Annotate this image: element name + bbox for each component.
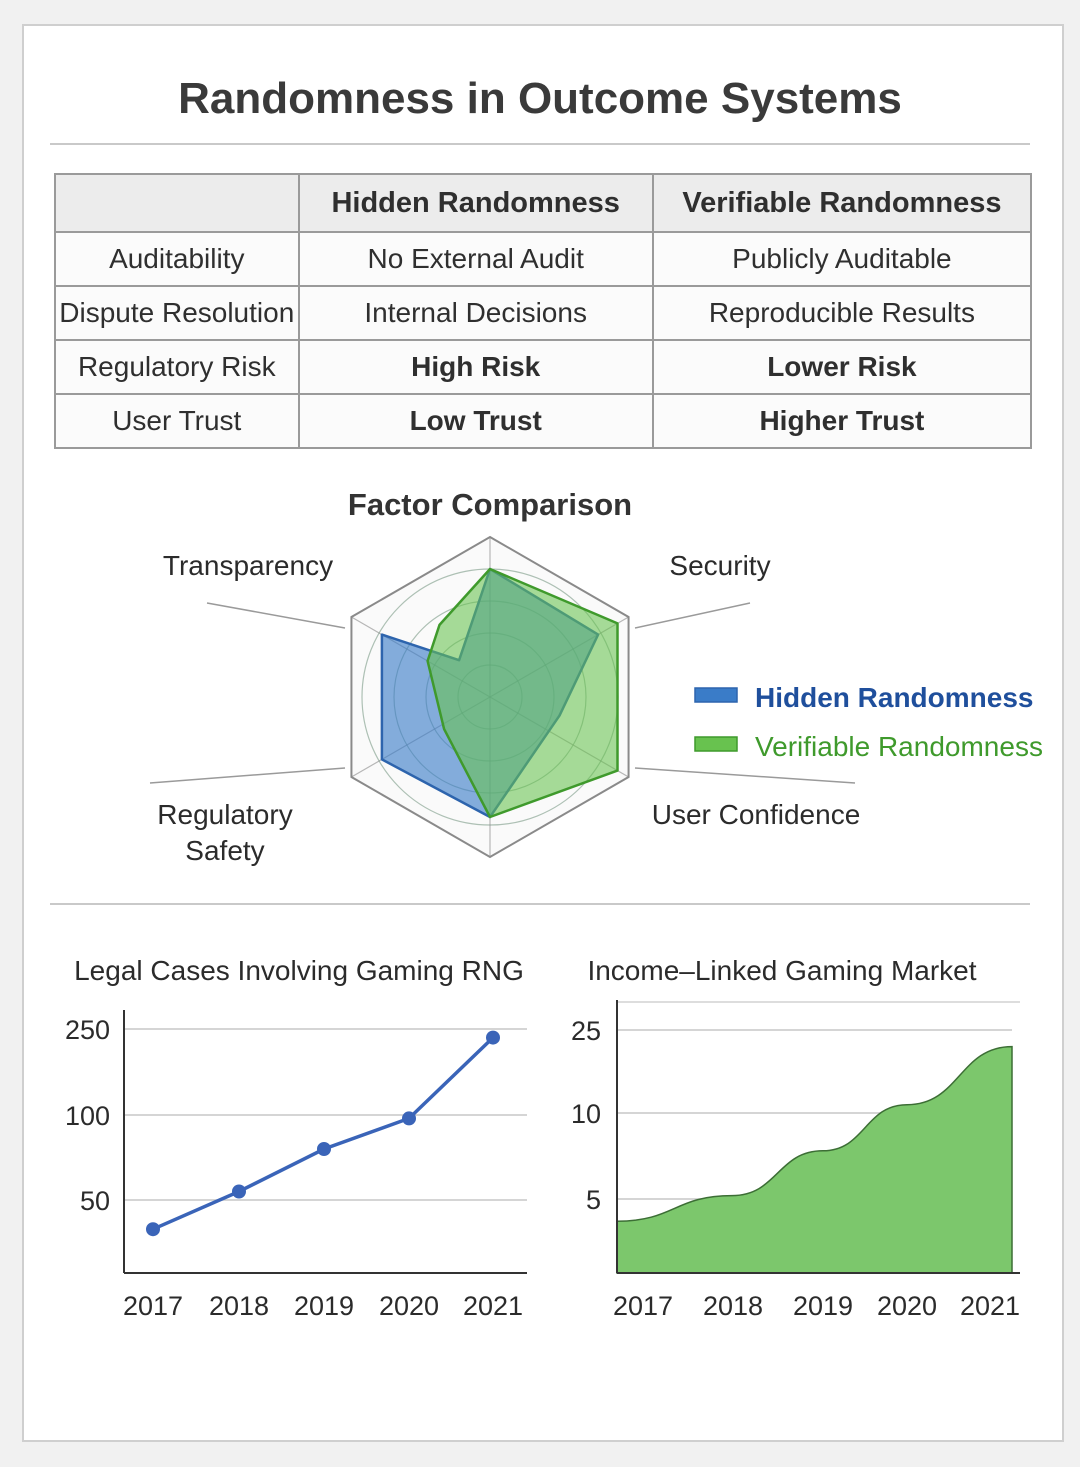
area-x-tick: 2018 xyxy=(702,1291,764,1321)
verifiable-cell: Higher Trust xyxy=(653,394,1031,448)
line-point xyxy=(146,1222,160,1236)
line-x-tick: 2021 xyxy=(462,1291,524,1321)
line-x-tick: 2017 xyxy=(122,1291,184,1321)
row-label: User Trust xyxy=(55,394,299,448)
area-chart-title: Income–Linked Gaming Market xyxy=(587,955,977,986)
area-x-tick: 2019 xyxy=(792,1291,854,1321)
area-y-tick: 5 xyxy=(585,1185,601,1215)
legend-label: Hidden Randomness xyxy=(755,682,1034,713)
hidden-cell: Internal Decisions xyxy=(299,286,653,340)
line-y-tick: 50 xyxy=(79,1186,110,1216)
line-y-tick: 100 xyxy=(64,1101,110,1131)
area-x-tick: 2021 xyxy=(959,1291,1021,1321)
row-label: Dispute Resolution xyxy=(55,286,299,340)
radar-axis-label: Transparency xyxy=(162,550,334,581)
area-y-tick: 10 xyxy=(570,1099,601,1129)
radar-axis-label: Security xyxy=(669,550,771,581)
radar-leader-line xyxy=(635,603,750,628)
line-point xyxy=(232,1185,246,1199)
hidden-cell: No External Audit xyxy=(299,232,653,286)
verifiable-cell: Reproducible Results xyxy=(653,286,1031,340)
legend-swatch xyxy=(695,688,737,702)
line-point xyxy=(402,1111,416,1125)
area-x-tick: 2017 xyxy=(612,1291,674,1321)
radar-axis-label: Regulatory xyxy=(157,799,293,830)
area-x-tick: 2020 xyxy=(876,1291,938,1321)
area-y-tick: 25 xyxy=(570,1016,601,1046)
table-header-hidden: Hidden Randomness xyxy=(299,174,653,232)
line-chart-title: Legal Cases Involving Gaming RNG xyxy=(74,955,524,986)
row-label: Regulatory Risk xyxy=(55,340,299,394)
line-x-tick: 2020 xyxy=(378,1291,440,1321)
legend-swatch xyxy=(695,737,737,751)
area-series xyxy=(617,1047,1012,1273)
line-x-tick: 2019 xyxy=(293,1291,355,1321)
line-y-tick: 250 xyxy=(64,1015,110,1045)
verifiable-cell: Lower Risk xyxy=(653,340,1031,394)
radar-leader-line xyxy=(207,603,345,628)
radar-leader-line xyxy=(635,768,855,783)
hidden-cell: High Risk xyxy=(299,340,653,394)
hidden-cell: Low Trust xyxy=(299,394,653,448)
radar-title: Factor Comparison xyxy=(347,487,633,522)
radar-axis-label: User Confidence xyxy=(651,799,861,830)
line-x-tick: 2018 xyxy=(208,1291,270,1321)
line-point xyxy=(317,1142,331,1156)
legend-label: Verifiable Randomness xyxy=(755,731,1043,762)
row-label: Auditability xyxy=(55,232,299,286)
verifiable-cell: Publicly Auditable xyxy=(653,232,1031,286)
line-point xyxy=(486,1031,500,1045)
radar-axis-label: Safety xyxy=(185,835,265,866)
table-header-verifiable: Verifiable Randomness xyxy=(653,174,1031,232)
page-title: Randomness in Outcome Systems xyxy=(178,74,902,123)
radar-leader-line xyxy=(150,768,345,783)
